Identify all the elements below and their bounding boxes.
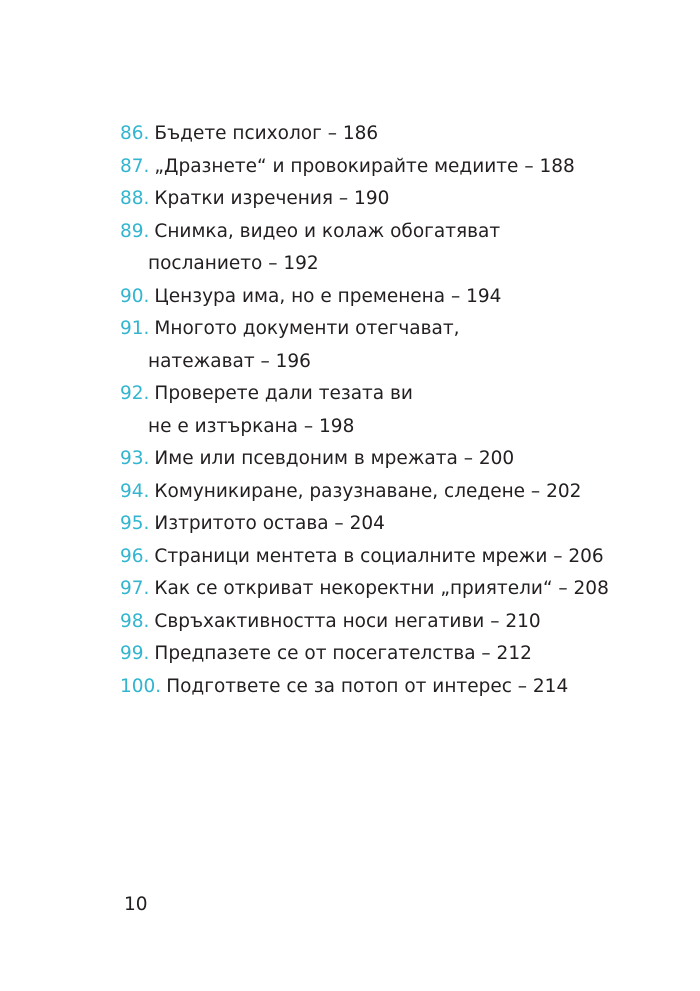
toc-entry-text: Предпазете се от посегателства – 212 [154,643,532,664]
toc-entry-number: 88. [120,188,150,209]
toc-entry-text: Име или псевдоним в мрежата – 200 [154,448,515,469]
toc-entry [120,378,660,443]
page-number: 10 [124,894,148,915]
toc-entry [120,183,660,216]
toc-entry-number: 98. [120,610,150,632]
toc-entry-text: Снимка, видео и колаж обогатяват [154,220,501,242]
toc-entry [120,118,660,151]
toc-entry [120,313,660,378]
toc-entry-text: Цензура има, но е пременена – 194 [154,285,502,307]
toc-entry-text: Изтритото остава – 204 [154,513,385,534]
toc-entry-number: 93. [120,448,150,469]
toc-entry-text: „Дразнете“ и провокирайте медиите – 188 [154,155,575,177]
toc-entry [120,671,660,704]
toc-entry-text: Свръхактивността носи негативи – 210 [154,610,541,632]
toc-entry-number: 95. [120,513,150,534]
toc-entry [120,476,660,509]
toc-entry [120,573,660,606]
table-of-contents [120,118,660,703]
toc-entry-text: Кратки изречения – 190 [154,188,390,209]
toc-entry-number: 87. [120,155,150,177]
toc-entry-number: 86. [120,123,150,144]
toc-entry-text: Страници ментета в социалните мрежи – 206 [154,545,604,567]
toc-entry-number: 99. [120,643,150,664]
toc-entry-number: 91. [120,318,150,339]
toc-entry-number: 97. [120,578,150,599]
toc-entry [120,281,660,314]
toc-entry-number: 90. [120,285,150,307]
toc-entry [120,638,660,671]
toc-entry-number: 92. [120,383,150,404]
toc-entry-text-continued: натежават – 196 [148,350,311,372]
toc-entry-number: 89. [120,220,150,242]
toc-entry-text: Многото документи отегчават, [154,318,460,339]
toc-entry-text: Проверете дали тезата ви [154,383,413,404]
toc-entry [120,151,660,184]
toc-entry-text: Бъдете психолог – 186 [154,123,379,144]
toc-entry [120,443,660,476]
toc-entry [120,606,660,639]
toc-entry-number: 94. [120,480,150,502]
toc-entry-text-continued: не е изтъркана – 198 [148,415,355,437]
toc-entry [120,508,660,541]
toc-entry [120,216,660,281]
toc-entry-number: 100. [120,675,162,697]
toc-entry-text-continued: посланието – 192 [148,253,319,274]
toc-entry-text: Комуникиране, разузнаване, следене – 202 [154,480,582,502]
toc-entry-text: Подгответе се за потоп от интерес – 214 [166,675,569,697]
toc-entry [120,541,660,574]
toc-entry-text: Как се откриват некоректни „приятели“ – 208 [154,578,609,599]
toc-entry-number: 96. [120,545,150,567]
